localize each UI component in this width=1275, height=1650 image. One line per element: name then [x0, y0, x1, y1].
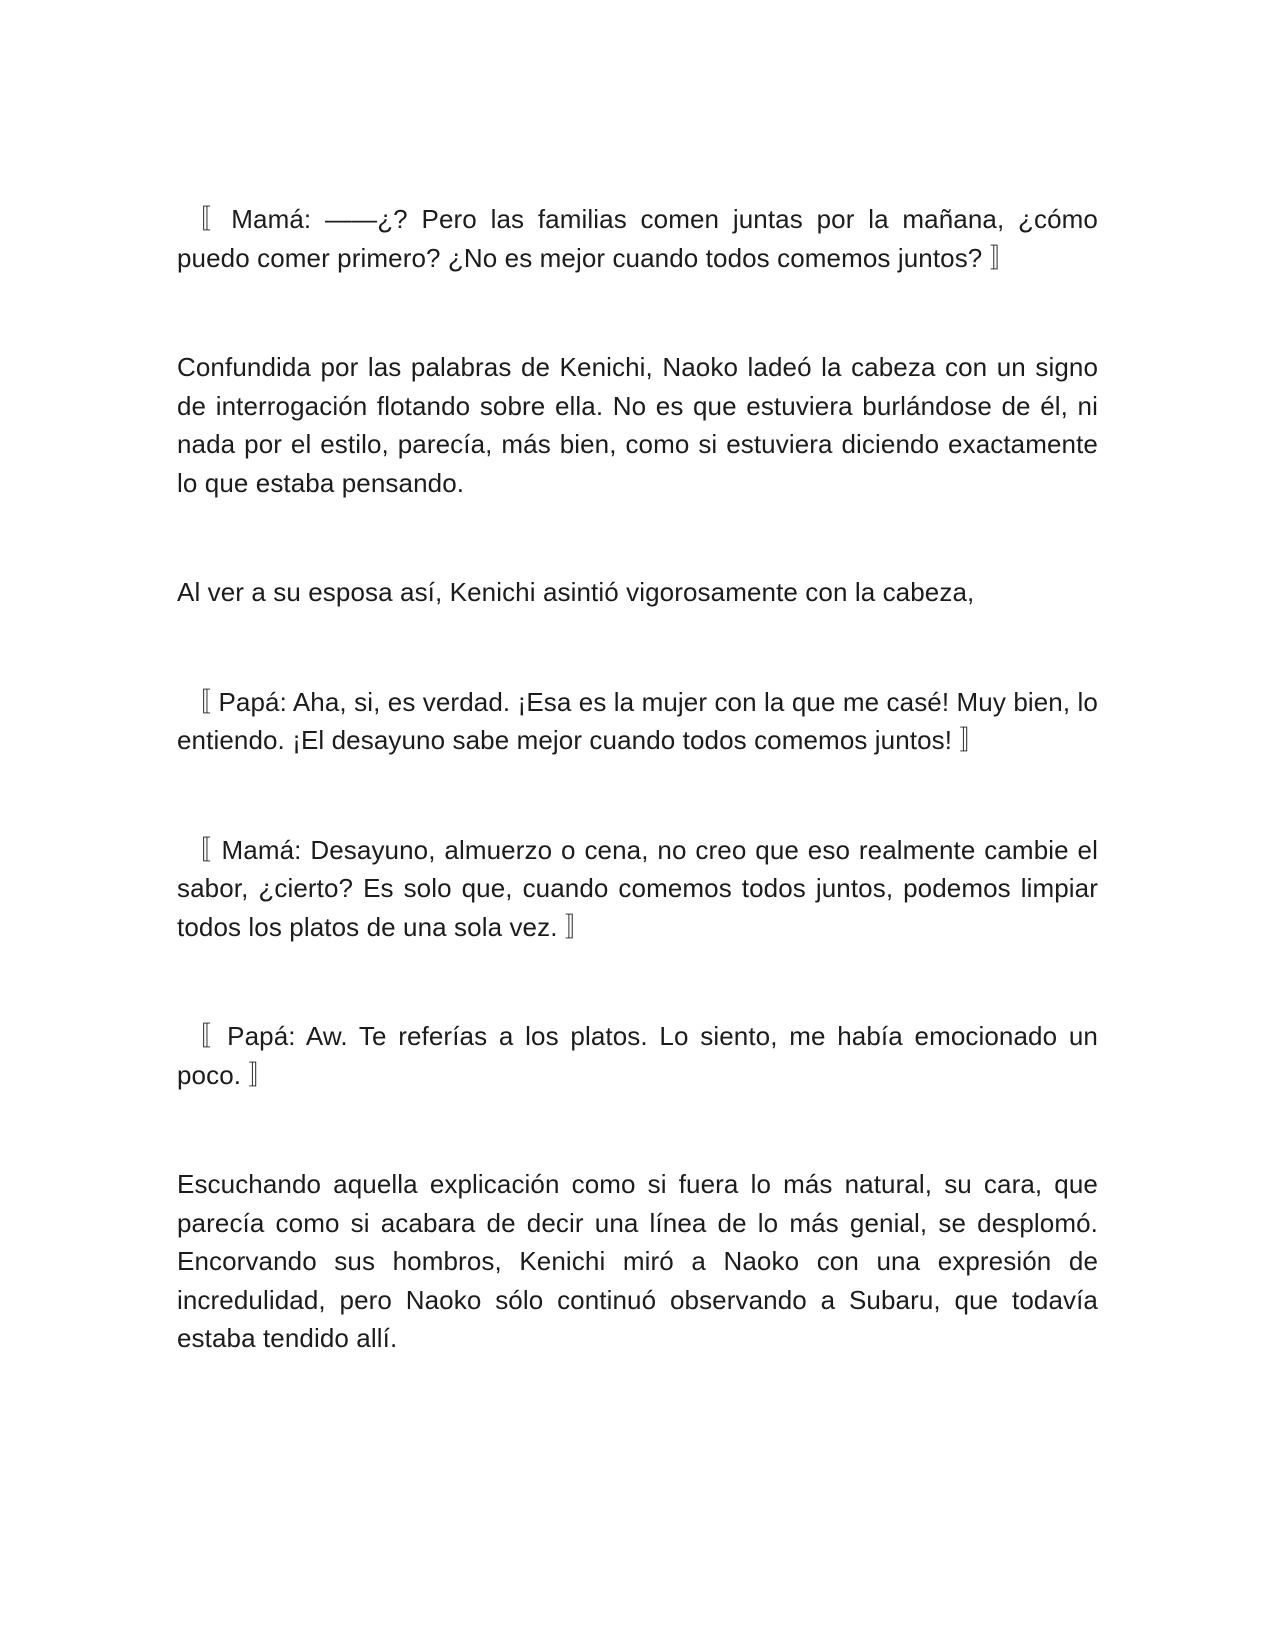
narration-paragraph-2: Al ver a su esposa así, Kenichi asintió vigorosamente con la cabeza, — [177, 577, 975, 607]
dialogue-paragraph-papa-2: 〚 Papá: Aw. Te referías a los platos. Lo siento, me había emocionado un poco. 〛 — [177, 1021, 1098, 1090]
dialogue-paragraph-mama-2: 〚 Mamá: Desayuno, almuerzo o cena, no creo que eso realmente cambie el sabor, ¿cierto? Es solo que, cuando comemos todos juntos, podemos limpiar todos los platos de una sola vez. 〛 — [177, 834, 1098, 942]
document-page — [177, 200, 1098, 1429]
narration-paragraph-3: Escuchando aquella explicación como si fuera lo más natural, su cara, que parecía como si acabara de decir una línea de lo más genial, se desplomó. Encorvando sus hombros, Kenichi miró a Naoko con una expresión de incredulidad, pero Naoko sólo continuó observando a Subaru, que todavía estaba tendido allí. — [177, 1169, 1098, 1353]
narration-paragraph-1: Confundida por las palabras de Kenichi, Naoko ladeó la cabeza con un signo de interrogación flotando sobre ella. No es que estuviera burlándose de él, ni nada por el estilo, parecía, más bien, como si estuviera diciendo exactamente lo que estaba pensando. — [177, 352, 1098, 498]
dialogue-paragraph-mama-1: 〚 Mamá: ——¿? Pero las familias comen juntas por la mañana, ¿cómo puedo comer primero? ¿No es mejor cuando todos comemos juntos? 〛 — [177, 204, 1098, 273]
dialogue-paragraph-papa-1: 〚 Papá: Aha, si, es verdad. ¡Esa es la mujer con la que me casé! Muy bien, lo entiendo. ¡El desayuno sabe mejor cuando todos comemos juntos! 〛 — [177, 686, 1098, 755]
